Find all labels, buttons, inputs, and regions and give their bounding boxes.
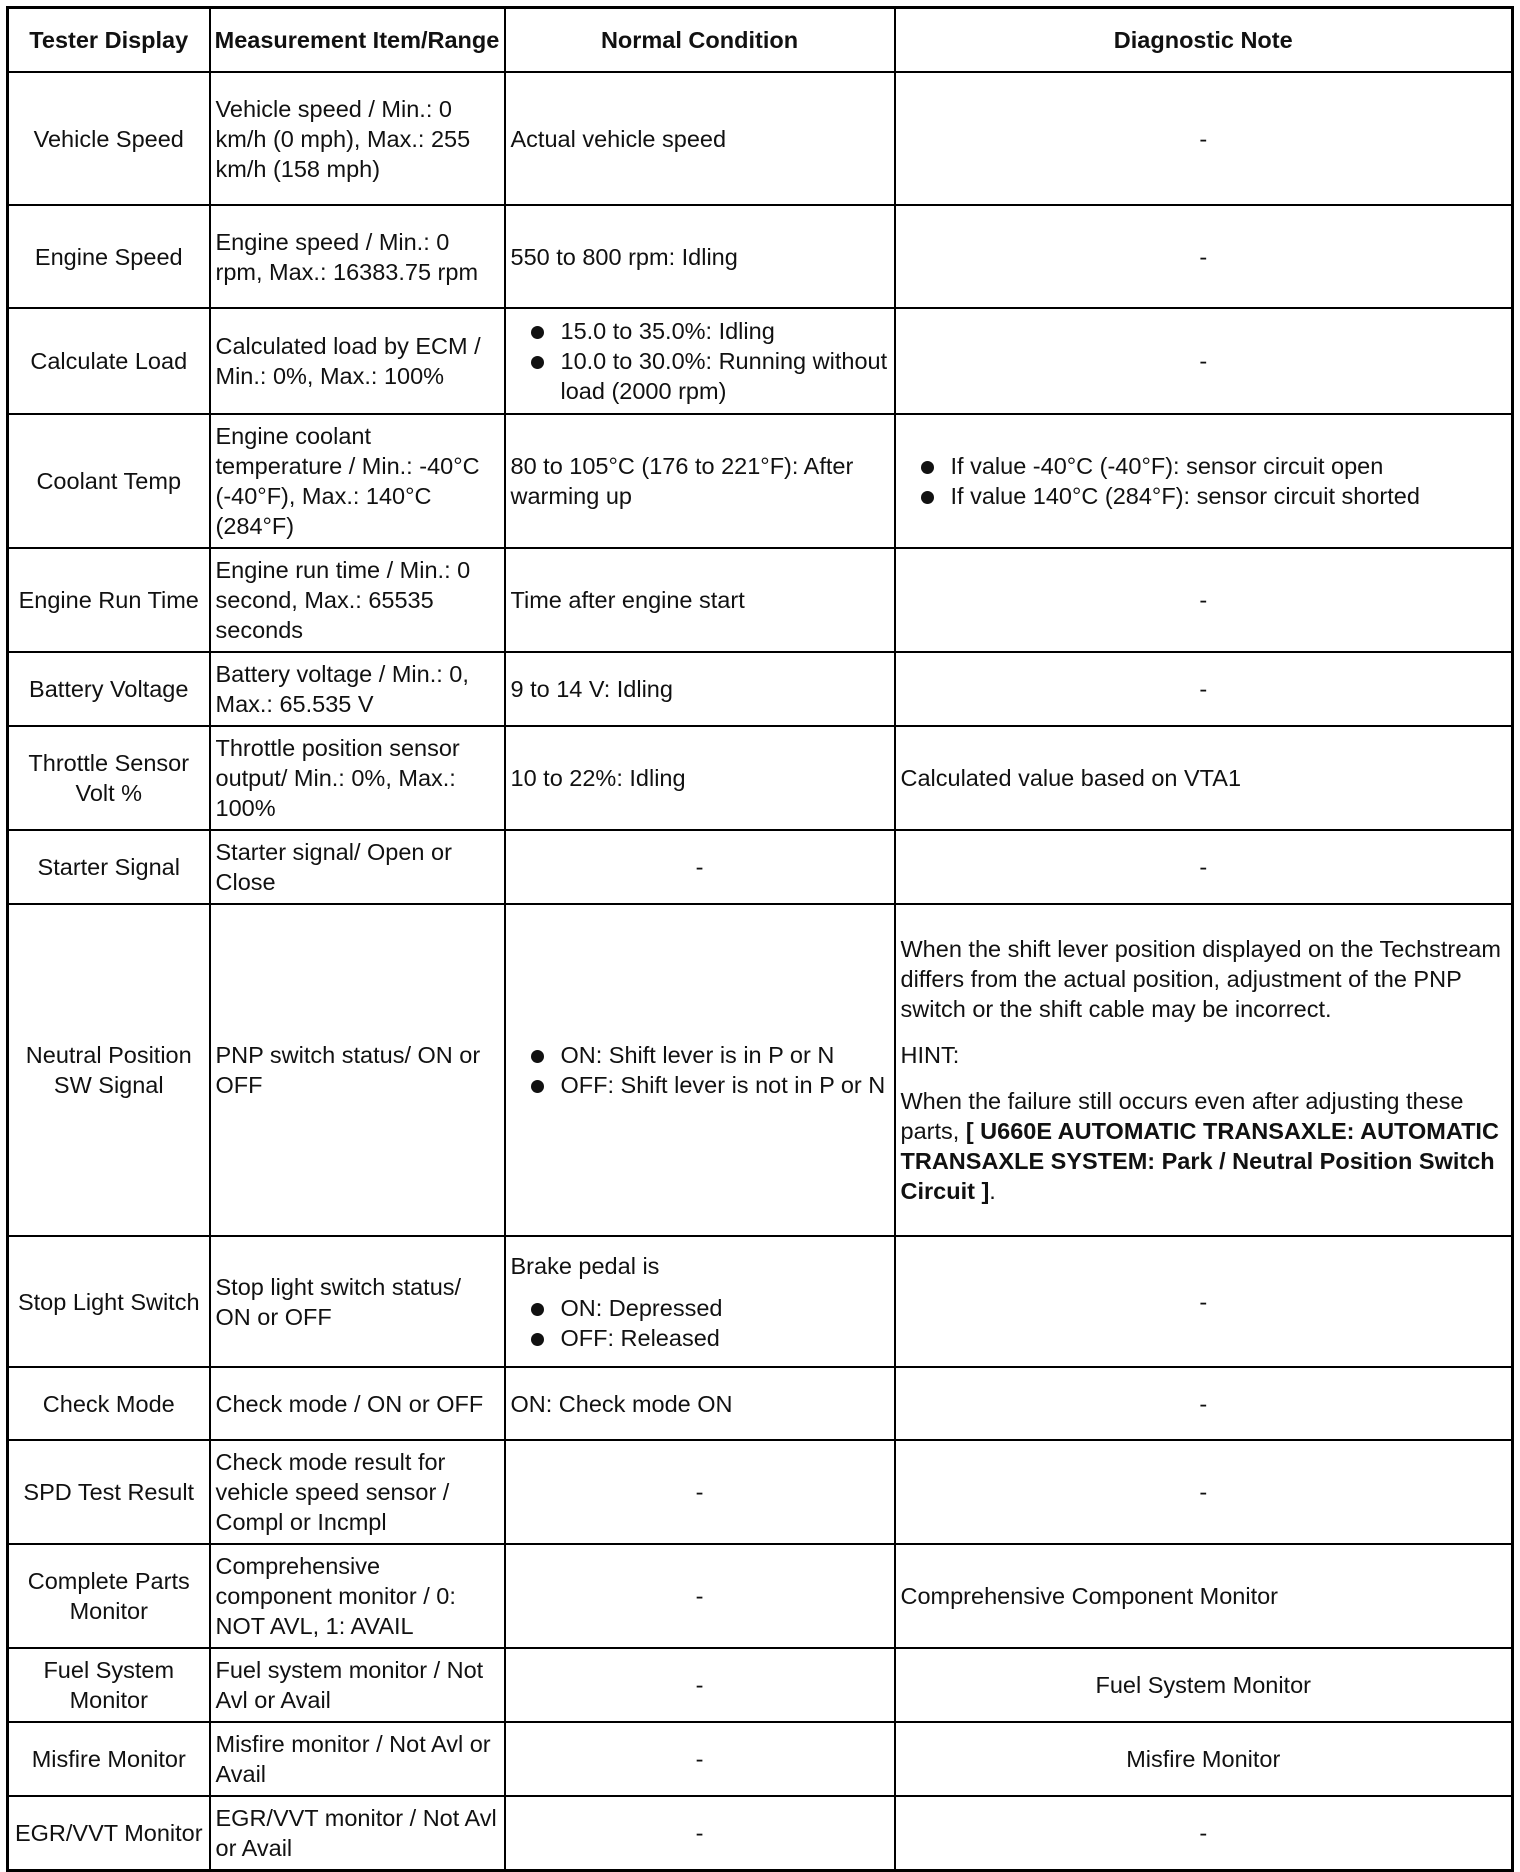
normal-condition-cell: ON: Check mode ON: [505, 1367, 895, 1440]
normal-condition-cell: [505, 308, 895, 414]
tester-display-cell: Complete Parts Monitor: [8, 1544, 210, 1648]
measurement-cell: PNP switch status/ ON or OFF: [210, 904, 505, 1236]
normal-condition-cell: -: [505, 1544, 895, 1648]
table-row: [8, 308, 1513, 414]
normal-condition-list: [511, 1040, 889, 1100]
note-text: When the failure still occurs even after adjusting these parts,: [900, 1088, 1464, 1144]
normal-condition-cell: [505, 1236, 895, 1367]
diagnostic-note-cell: Fuel System Monitor: [895, 1648, 1513, 1722]
table-row: [8, 830, 1513, 904]
normal-condition-list: [511, 1293, 889, 1353]
tester-display-cell: Misfire Monitor: [8, 1722, 210, 1796]
hint-label: HINT:: [900, 1042, 960, 1068]
normal-condition-cell: -: [505, 830, 895, 904]
normal-condition-intro: Brake pedal is: [510, 1252, 660, 1279]
tester-display-cell: Battery Voltage: [8, 652, 210, 726]
measurement-cell: Check mode result for vehicle speed sensor / Compl or Incmpl: [210, 1440, 505, 1544]
data-list-table: [6, 6, 1514, 1872]
diagnostic-note-cell: -: [895, 72, 1513, 205]
table-row: [8, 1544, 1513, 1648]
tester-display-cell: Engine Speed: [8, 205, 210, 308]
normal-condition-list: [511, 316, 889, 406]
list-item: ON: Depressed: [511, 1293, 889, 1323]
list-item: ON: Shift lever is in P or N: [511, 1040, 889, 1070]
diagnostic-note-cell: Comprehensive Component Monitor: [895, 1544, 1513, 1648]
header-row: [8, 8, 1513, 73]
diagnostic-note-cell: -: [895, 652, 1513, 726]
diagnostic-note-cell: -: [895, 1367, 1513, 1440]
diagnostic-note-cell: -: [895, 205, 1513, 308]
tester-display-cell: EGR/VVT Monitor: [8, 1796, 210, 1871]
tester-display-cell: Starter Signal: [8, 830, 210, 904]
note-paragraph: When the shift lever position displayed on the Techstream differs from the actual position, adjustment of the PNP switch or the shift cable may be incorrect.: [900, 936, 1501, 1022]
diagnostic-note-cell: -: [895, 548, 1513, 652]
table-row: [8, 726, 1513, 830]
normal-condition-cell: 550 to 800 rpm: Idling: [505, 205, 895, 308]
data-list-sheet: [6, 6, 1511, 1872]
measurement-cell: Starter signal/ Open or Close: [210, 830, 505, 904]
diagnostic-note-cell: [895, 414, 1513, 548]
table-row: [8, 205, 1513, 308]
normal-condition-cell: 9 to 14 V: Idling: [505, 652, 895, 726]
normal-condition-cell: -: [505, 1796, 895, 1871]
diagnostic-note-cell: -: [895, 1796, 1513, 1871]
tester-display-cell: Stop Light Switch: [8, 1236, 210, 1367]
table-row: [8, 1796, 1513, 1871]
diagnostic-note-cell: -: [895, 1440, 1513, 1544]
measurement-cell: Battery voltage / Min.: 0, Max.: 65.535 V: [210, 652, 505, 726]
table-row: [8, 548, 1513, 652]
normal-condition-cell: Actual vehicle speed: [505, 72, 895, 205]
measurement-cell: Stop light switch status/ ON or OFF: [210, 1236, 505, 1367]
note-paragraph: [901, 1086, 1507, 1206]
table-row: [8, 1367, 1513, 1440]
tester-display-cell: Coolant Temp: [8, 414, 210, 548]
diagnostic-note-cell: -: [895, 830, 1513, 904]
table-row: [8, 1722, 1513, 1796]
measurement-cell: Calculated load by ECM / Min.: 0%, Max.: 100%: [210, 308, 505, 414]
diagnostic-note-cell: Misfire Monitor: [895, 1722, 1513, 1796]
note-text-end: .: [989, 1178, 996, 1204]
tester-display-cell: Neutral Position SW Signal: [8, 904, 210, 1236]
measurement-cell: EGR/VVT monitor / Not Avl or Avail: [210, 1796, 505, 1871]
tester-display-cell: Throttle Sensor Volt %: [8, 726, 210, 830]
header-tester-display: Tester Display: [8, 8, 210, 73]
tester-display-cell: Check Mode: [8, 1367, 210, 1440]
normal-condition-cell: Time after engine start: [505, 548, 895, 652]
table-row: [8, 1236, 1513, 1367]
table-row: [8, 1648, 1513, 1722]
measurement-cell: Misfire monitor / Not Avl or Avail: [210, 1722, 505, 1796]
normal-condition-cell: -: [505, 1722, 895, 1796]
header-measurement: Measurement Item/Range: [210, 8, 505, 73]
diagnostic-note-list: [901, 451, 1507, 511]
measurement-cell: Check mode / ON or OFF: [210, 1367, 505, 1440]
list-item: 10.0 to 30.0%: Running without load (2000 rpm): [511, 346, 889, 406]
tester-display-cell: Vehicle Speed: [8, 72, 210, 205]
normal-condition-cell: -: [505, 1440, 895, 1544]
list-item: 15.0 to 35.0%: Idling: [511, 316, 889, 346]
list-item: OFF: Released: [511, 1323, 889, 1353]
measurement-cell: Throttle position sensor output/ Min.: 0%, Max.: 100%: [210, 726, 505, 830]
measurement-cell: Engine coolant temperature / Min.: -40°C (-40°F), Max.: 140°C (284°F): [210, 414, 505, 548]
measurement-cell: Engine run time / Min.: 0 second, Max.: 65535 seconds: [210, 548, 505, 652]
header-diagnostic-note: Diagnostic Note: [895, 8, 1513, 73]
list-item: OFF: Shift lever is not in P or N: [511, 1070, 889, 1100]
measurement-cell: Vehicle speed / Min.: 0 km/h (0 mph), Max.: 255 km/h (158 mph): [210, 72, 505, 205]
list-item: If value -40°C (-40°F): sensor circuit open: [901, 451, 1507, 481]
list-item: If value 140°C (284°F): sensor circuit shorted: [901, 481, 1507, 511]
header-normal-condition: Normal Condition: [505, 8, 895, 73]
table-row: [8, 414, 1513, 548]
diagnostic-note-cell: [895, 904, 1513, 1236]
normal-condition-cell: -: [505, 1648, 895, 1722]
table-row: [8, 904, 1513, 1236]
table-row: [8, 1440, 1513, 1544]
tester-display-cell: SPD Test Result: [8, 1440, 210, 1544]
measurement-cell: Fuel system monitor / Not Avl or Avail: [210, 1648, 505, 1722]
table-row: [8, 652, 1513, 726]
tester-display-cell: Engine Run Time: [8, 548, 210, 652]
reference-link-text: [ U660E AUTOMATIC TRANSAXLE: AUTOMATIC TRANSAXLE SYSTEM: Park / Neutral Position Switch Circuit ]: [900, 1118, 1499, 1204]
tester-display-cell: Calculate Load: [8, 308, 210, 414]
table-row: [8, 72, 1513, 205]
measurement-cell: Comprehensive component monitor / 0: NOT AVL, 1: AVAIL: [210, 1544, 505, 1648]
normal-condition-cell: [505, 904, 895, 1236]
diagnostic-note-cell: -: [895, 308, 1513, 414]
diagnostic-note-cell: Calculated value based on VTA1: [895, 726, 1513, 830]
tester-display-cell: Fuel System Monitor: [8, 1648, 210, 1722]
measurement-cell: Engine speed / Min.: 0 rpm, Max.: 16383.75 rpm: [210, 205, 505, 308]
normal-condition-cell: 80 to 105°C (176 to 221°F): After warming up: [505, 414, 895, 548]
normal-condition-cell: 10 to 22%: Idling: [505, 726, 895, 830]
diagnostic-note-cell: -: [895, 1236, 1513, 1367]
